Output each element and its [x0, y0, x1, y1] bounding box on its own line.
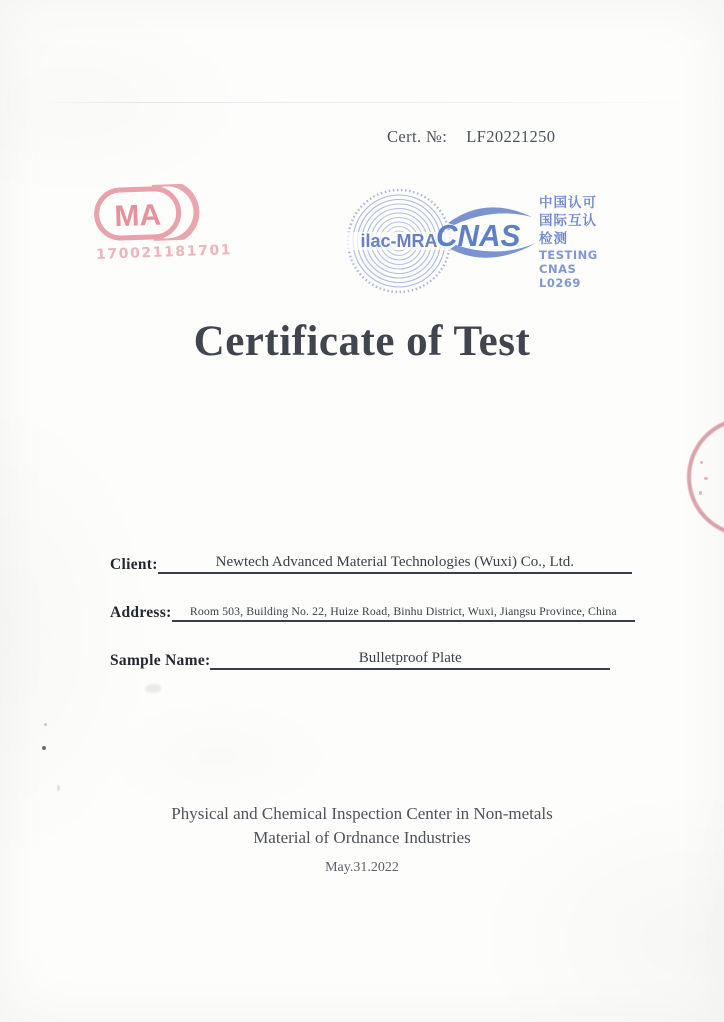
cnas-caption-line: 检测: [539, 231, 568, 247]
certificate-number-line: [387, 127, 555, 147]
sample-name-field-label: Sample Name:: [110, 652, 211, 669]
issue-date: May.31.2022: [325, 860, 399, 875]
sample-name-field-value: Bulletproof Plate: [210, 650, 610, 670]
cnas-lab-code: CNAS L0269: [539, 262, 581, 290]
field-row-sample-name: [110, 647, 610, 670]
red-seal-speck: [704, 477, 708, 480]
cert-number-value: LF20221250: [466, 127, 556, 146]
cma-mark-icon: [93, 183, 207, 243]
red-seal-speck: [700, 461, 703, 464]
cnas-caption-line: 国际互认: [539, 213, 597, 229]
cma-mark-text: MA: [113, 198, 162, 234]
scan-smudge: [145, 684, 161, 693]
issuer-name-line2: Material of Ordnance Industries: [253, 828, 471, 847]
cnas-logo: [434, 193, 542, 271]
cnas-caption-line: 中国认可: [539, 195, 597, 211]
cma-license-number: 170021181701: [95, 242, 233, 263]
client-field-label: Client:: [110, 556, 158, 573]
cnas-caption: [539, 194, 617, 290]
cnas-wordmark: CNAS: [436, 218, 521, 253]
scan-speck: [57, 785, 60, 791]
cnas-caption-line: TESTING: [539, 248, 598, 262]
scan-speck: [42, 746, 46, 750]
field-row-client: [110, 551, 632, 574]
issuer-name-line1: Physical and Chemical Inspection Center in Non-metals: [171, 804, 553, 823]
address-field-value: Room 503, Building No. 22, Huize Road, Binhu District, Wuxi, Jiangsu Province, China: [172, 604, 635, 622]
red-seal-speck: [699, 491, 702, 495]
field-row-address: [110, 599, 635, 622]
cma-logo: [93, 183, 233, 263]
certificate-title: Certificate of Test: [193, 318, 531, 365]
scan-artifact-line: [40, 102, 724, 103]
cert-number-label: Cert. №:: [387, 127, 448, 146]
scan-speck: [44, 723, 47, 726]
client-field-value: Newtech Advanced Material Technologies (Wuxi) Co., Ltd.: [158, 554, 632, 574]
address-field-label: Address:: [110, 604, 172, 621]
ilac-mra-text: ilac-MRA: [360, 231, 438, 251]
